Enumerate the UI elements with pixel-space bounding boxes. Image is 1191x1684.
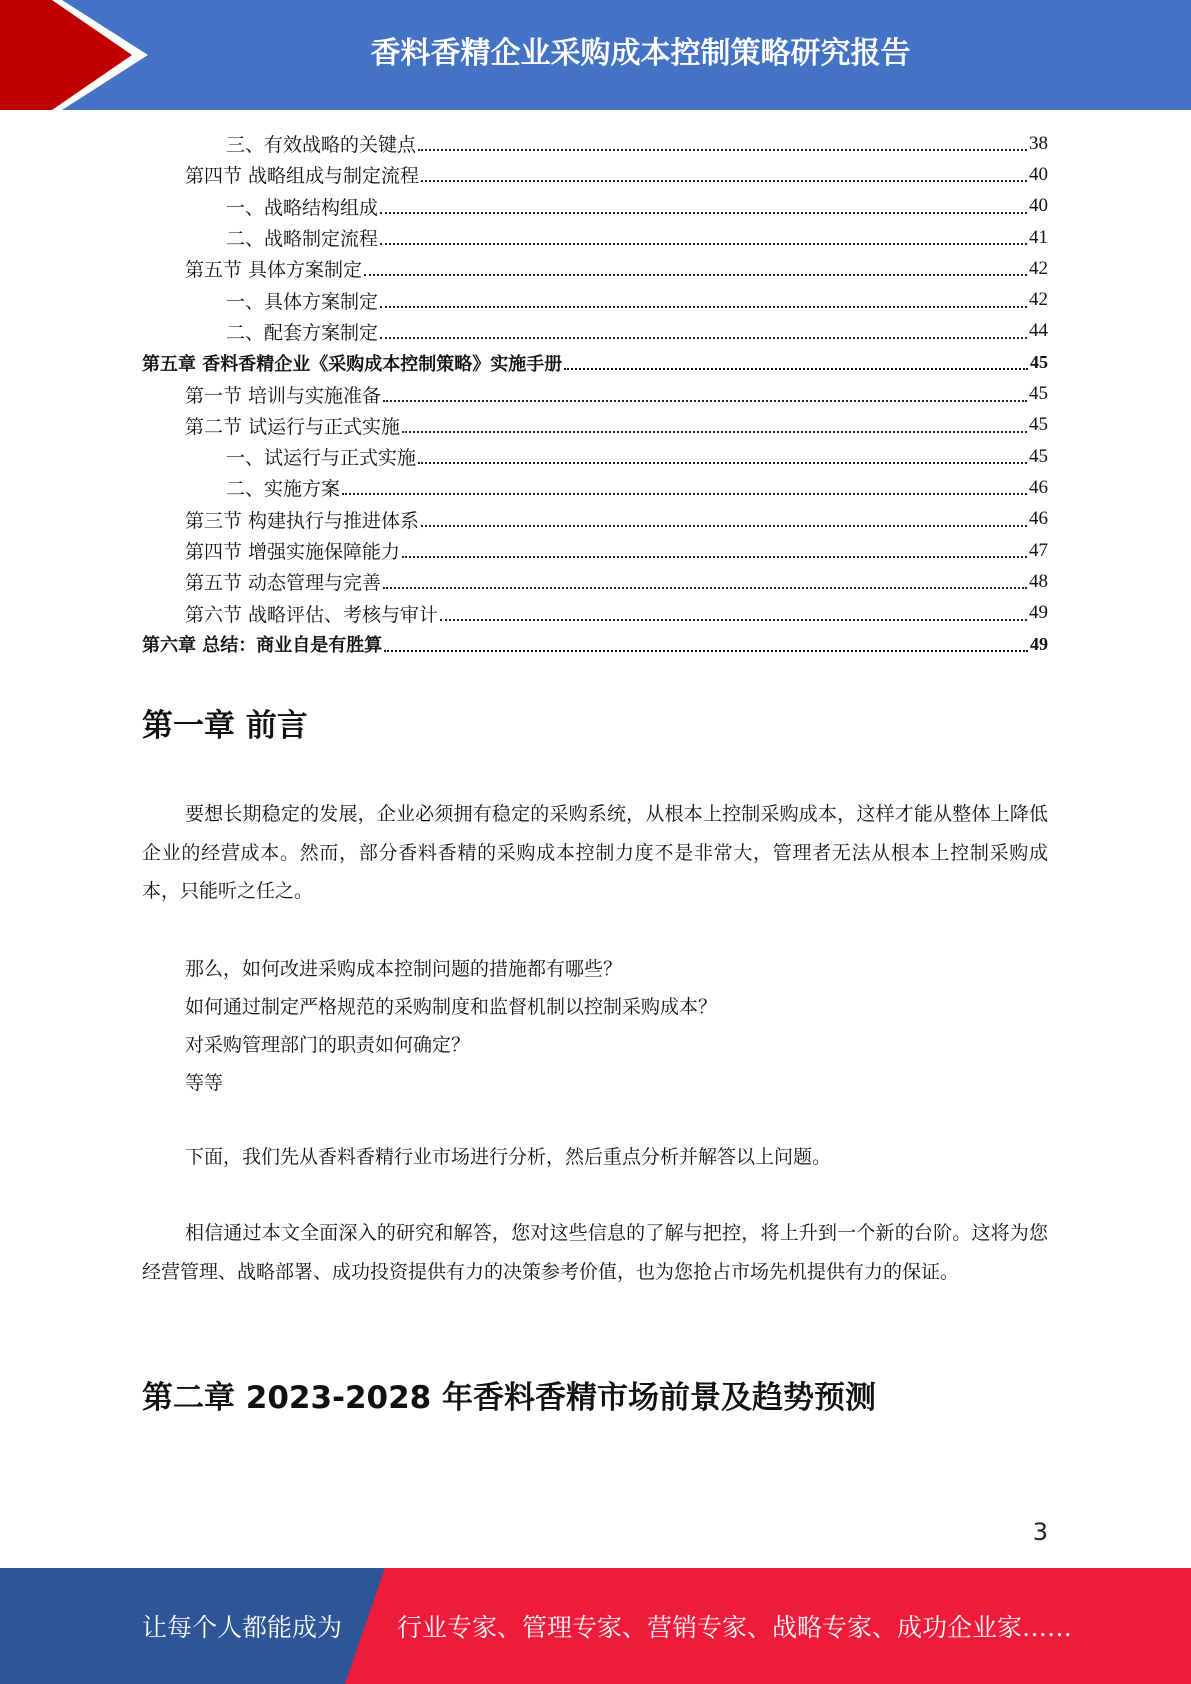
toc-entry-page: 49: [1029, 602, 1048, 624]
toc-leader-dots: [380, 224, 1027, 245]
analysis-paragraph: 下面，我们先从香料香精行业市场进行分析，然后重点分析并解答以上问题。: [185, 1146, 832, 1168]
toc-leader-dots: [383, 568, 1027, 589]
toc-leader-dots: [421, 506, 1027, 527]
toc-entry-title: 第一节 培训与实施准备: [185, 384, 382, 407]
toc-entry-page: 45: [1029, 445, 1048, 467]
toc-entry-page: 44: [1029, 320, 1048, 342]
chapter-2-heading: 第二章 2023-2028 年香料香精市场前景及趋势预测: [142, 1380, 877, 1416]
table-of-contents: [142, 128, 1048, 660]
toc-entry[interactable]: [142, 347, 1048, 378]
toc-entry-page: 49: [1030, 633, 1048, 654]
toc-entry[interactable]: [142, 441, 1048, 472]
report-title: 香料香精企业采购成本控制策略研究报告: [370, 36, 911, 71]
question-line: 等等: [185, 1072, 224, 1094]
toc-leader-dots: [342, 474, 1027, 495]
toc-entry-title: 一、具体方案制定: [226, 290, 379, 313]
toc-leader-dots: [380, 318, 1027, 339]
toc-entry-title: 第四节 战略组成与制定流程: [185, 165, 420, 188]
toc-entry-title: 第四节 增强实施保障能力: [185, 541, 401, 563]
toc-leader-dots: [402, 412, 1027, 433]
toc-leader-dots: [418, 443, 1027, 464]
question-line: 对采购管理部门的职责如何确定？: [185, 1034, 471, 1056]
toc-leader-dots: [421, 161, 1027, 182]
toc-entry-title: 一、战略结构组成: [226, 196, 379, 219]
toc-entry-page: 46: [1029, 476, 1048, 498]
toc-entry[interactable]: [142, 378, 1048, 409]
toc-entry-page: 45: [1029, 414, 1048, 436]
toc-entry[interactable]: [142, 472, 1048, 503]
toc-entry-page: 45: [1030, 352, 1048, 373]
toc-entry-page: 45: [1029, 383, 1048, 405]
toc-leader-dots: [364, 255, 1027, 276]
page-footer: [0, 1568, 1191, 1684]
toc-entry-title: 第五节 动态管理与完善: [185, 572, 382, 595]
toc-entry[interactable]: [142, 410, 1048, 441]
chapter-1-heading: 第一章 前言: [142, 708, 308, 744]
toc-entry-page: 42: [1029, 289, 1048, 311]
toc-entry-page: 40: [1029, 195, 1048, 217]
question-line: 那么，如何改进采购成本控制问题的措施都有哪些？: [185, 958, 623, 980]
toc-entry[interactable]: [142, 128, 1048, 159]
header-arrow-decoration: [0, 0, 160, 110]
toc-entry[interactable]: [142, 316, 1048, 347]
toc-entry-title: 第五节 具体方案制定: [185, 259, 363, 282]
toc-leader-dots: [564, 349, 1028, 370]
conclusion-paragraph: 相信通过本文全面深入的研究和解答，您对这些信息的了解与把控，将上升到一个新的台阶。这将为您经营管理、战略部署、成功投资提供有力的决策参考价值，也为您抢占市场先机提供有力的保证。: [142, 1222, 1048, 1283]
toc-entry[interactable]: [142, 284, 1048, 315]
toc-entry-title: 二、战略制定流程: [226, 228, 379, 251]
toc-entry[interactable]: [142, 191, 1048, 222]
toc-entry-title: 第三节 构建执行与推进体系: [185, 509, 420, 532]
toc-entry[interactable]: [142, 504, 1048, 535]
toc-entry-title: 第六章 总结：商业自是有胜算: [142, 635, 383, 657]
toc-leader-dots: [384, 631, 1028, 652]
toc-entry-page: 46: [1029, 508, 1048, 530]
question-line: 如何通过制定严格规范的采购制度和监督机制以控制采购成本？: [185, 996, 718, 1018]
page-number: 3: [1032, 1518, 1048, 1546]
toc-entry-page: 42: [1029, 257, 1048, 279]
toc-entry-page: 41: [1029, 226, 1048, 248]
toc-entry[interactable]: [142, 253, 1048, 284]
page-header: [0, 0, 1191, 110]
toc-entry[interactable]: [142, 159, 1048, 190]
toc-leader-dots: [418, 130, 1027, 151]
toc-entry-title: 第五章 香料香精企业《采购成本控制策略》实施手册: [142, 353, 563, 375]
toc-entry-page: 38: [1029, 132, 1048, 154]
toc-entry[interactable]: [142, 566, 1048, 597]
toc-leader-dots: [440, 600, 1027, 621]
toc-entry[interactable]: [142, 222, 1048, 253]
intro-paragraph: 要想长期稳定的发展，企业必须拥有稳定的采购系统，从根本上控制采购成本，这样才能从整体上降低企业的经营成本。然而，部分香料香精的采购成本控制力度不是非常大，管理者无法从根本上控制采购成本，只能听之任之。: [142, 803, 1048, 902]
toc-leader-dots: [380, 287, 1027, 308]
toc-entry-title: 第二节 试运行与正式实施: [185, 415, 401, 438]
footer-slogan-left: 让每个人都能成为: [142, 1613, 343, 1642]
toc-entry-page: 47: [1029, 539, 1048, 561]
toc-entry-title: 第六节 战略评估、考核与审计: [185, 603, 439, 626]
toc-leader-dots: [402, 537, 1027, 558]
toc-entry[interactable]: [142, 535, 1048, 566]
toc-entry-title: 三、有效战略的关键点: [226, 134, 417, 157]
toc-entry[interactable]: [142, 629, 1048, 660]
toc-leader-dots: [383, 381, 1027, 402]
toc-entry-title: 二、配套方案制定: [226, 321, 379, 344]
toc-entry-title: 一、试运行与正式实施: [226, 447, 417, 470]
toc-entry-title: 二、实施方案: [226, 478, 341, 501]
toc-entry[interactable]: [142, 597, 1048, 628]
toc-leader-dots: [380, 193, 1027, 214]
toc-entry-page: 40: [1029, 163, 1048, 185]
footer-slogan-right: 行业专家、管理专家、营销专家、战略专家、成功企业家……: [397, 1613, 1073, 1642]
toc-entry-page: 48: [1029, 570, 1048, 592]
